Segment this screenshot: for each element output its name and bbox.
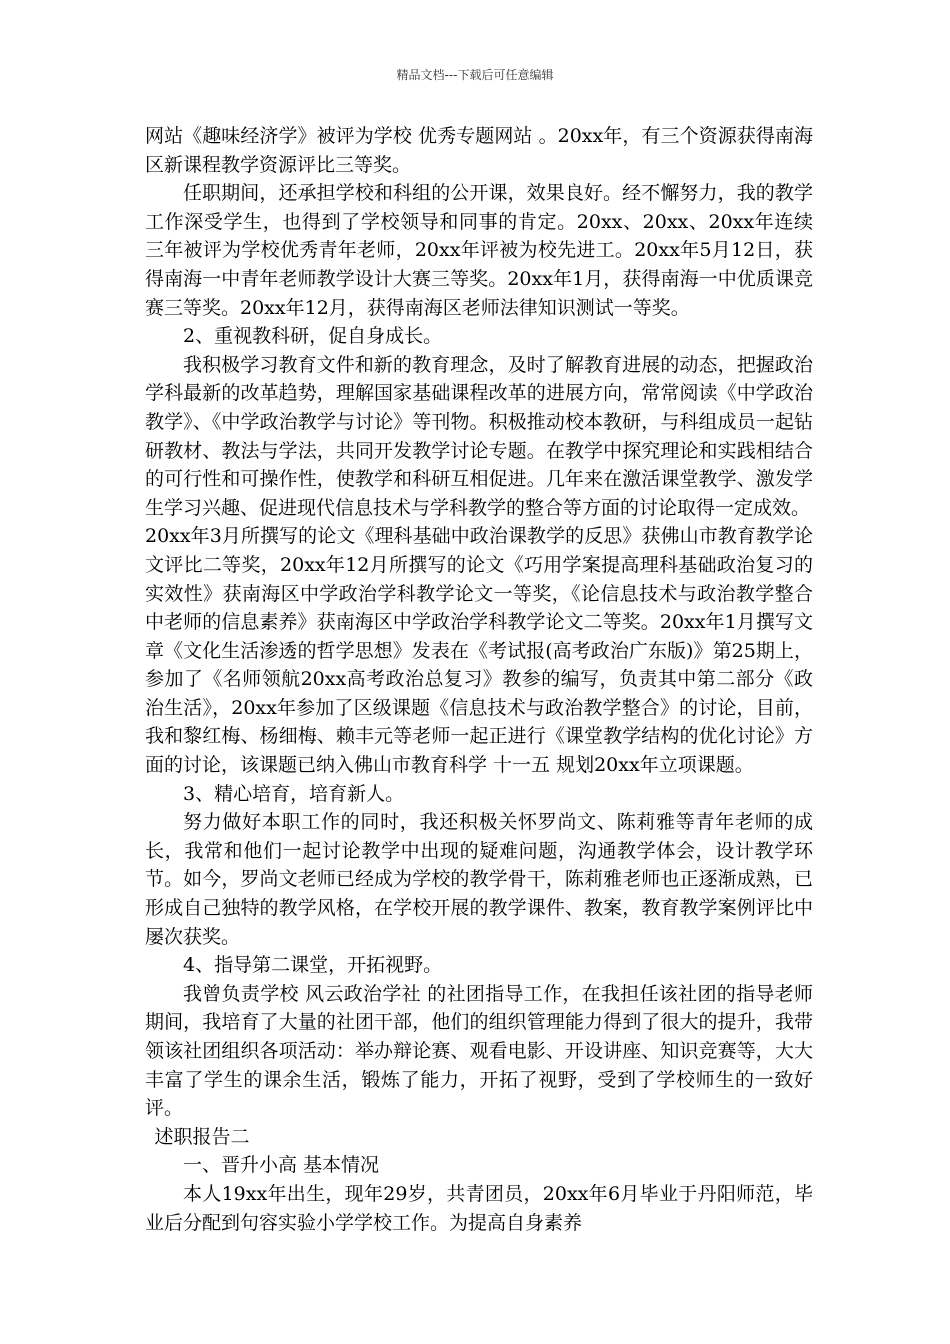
document-body (145, 122, 813, 1237)
paragraph: 我积极学习教育文件和新的教育理念，及时了解教育进展的动态，把握政治学科最新的改革趋势，理解国家基础课程改革的进展方向，常常阅读《中学政治教学》、《中学政治教学与讨论》等刊物。积极推动校本教研，与科组成员一起钻研教材、教法与学法，共同开发教学讨论专题。在教学中探究理论和实践相结合的可行性和可操作性，使教学和科研互相促进。几年来在激活课堂教学、激发学生学习兴趣、促进现代信息技术与学科教学的整合等方面的讨论取得一定成效。 (145, 353, 813, 519)
paragraph: 努力做好本职工作的同时，我还积极关怀罗尚文、陈莉雅等青年老师的成长，我常和他们一起讨论教学中出现的疑难问题，沟通教学体会，设计教学环节。如今，罗尚文老师已经成为学校的教学骨干，陈莉雅老师也正逐渐成熟，已形成自己独特的教学风格，在学校开展的教学课件、教案，教育教学案例评比中屡次获奖。 (145, 811, 813, 948)
page-header: 精品文档---下载后可任意编辑 (396, 68, 554, 82)
section-heading: 3、精心培育，培育新人。 (183, 782, 405, 805)
paragraph: 20xx年3月所撰写的论文《理科基础中政治课教学的反思》获佛山市教育教学论文评比二等奖，20xx年12月所撰写的论文《巧用学案提高理科基础政治复习的实效性》获南海区中学政治学科教学论文一等奖，《论信息技术与政治教学整合中老师的信息素养》获南海区中学政治学科教学论文二等奖。20xx年1月撰写文章《文化生活渗透的哲学思想》发表在《考试报(高考政治广东版)》第25期上，参加了《名师领航20xx高考政治总复习》教参的编写，负责其中第二部分《政治生活》，20xx年参加了区级课题《信息技术与政治教学整合》的讨论，目前，我和黎红梅、杨细梅、赖丰元等老师一起正进行《课堂教学结构的优化讨论》方面的讨论，该课题已纳入佛山市教育科学 十一五 规划20xx年立项课题。 (145, 525, 813, 777)
report-title: 述职报告二 (154, 1125, 250, 1148)
section-heading: 一、晋升小高 基本情况 (183, 1154, 380, 1177)
section-heading: 2、重视教科研，促自身成长。 (183, 325, 443, 348)
paragraph: 本人19xx年出生，现年29岁，共青团员，20xx年6月毕业于丹阳师范，毕业后分配到句容实验小学学校工作。为提高自身素养 (145, 1182, 813, 1234)
paragraph: 任职期间，还承担学校和科组的公开课，效果良好。经不懈努力，我的教学工作深受学生，也得到了学校领导和同事的肯定。20xx、20xx、20xx年连续三年被评为学校优秀青年老师，20xx年评被为校先进工。20xx年5月12日，获得南海一中青年老师教学设计大赛三等奖。20xx年1月，获得南海一中优质课竞赛三等奖。20xx年12月，获得南海区老师法律知识测试一等奖。 (145, 182, 813, 319)
paragraph: 网站《趣味经济学》被评为学校 优秀专题网站 。20xx年，有三个资源获得南海区新课程教学资源评比三等奖。 (145, 125, 813, 176)
paragraph: 我曾负责学校 风云政治学社 的社团指导工作，在我担任该社团的指导老师期间，我培育了大量的社团干部，他们的组织管理能力得到了很大的提升，我带领该社团组织各项活动：举办辩论赛、观看电影、开设讲座、知识竞赛等，大大丰富了学生的课余生活，锻炼了能力，开拓了视野，受到了学校师生的一致好评。 (145, 982, 813, 1120)
section-heading: 4、指导第二课堂，开拓视野。 (183, 954, 443, 977)
